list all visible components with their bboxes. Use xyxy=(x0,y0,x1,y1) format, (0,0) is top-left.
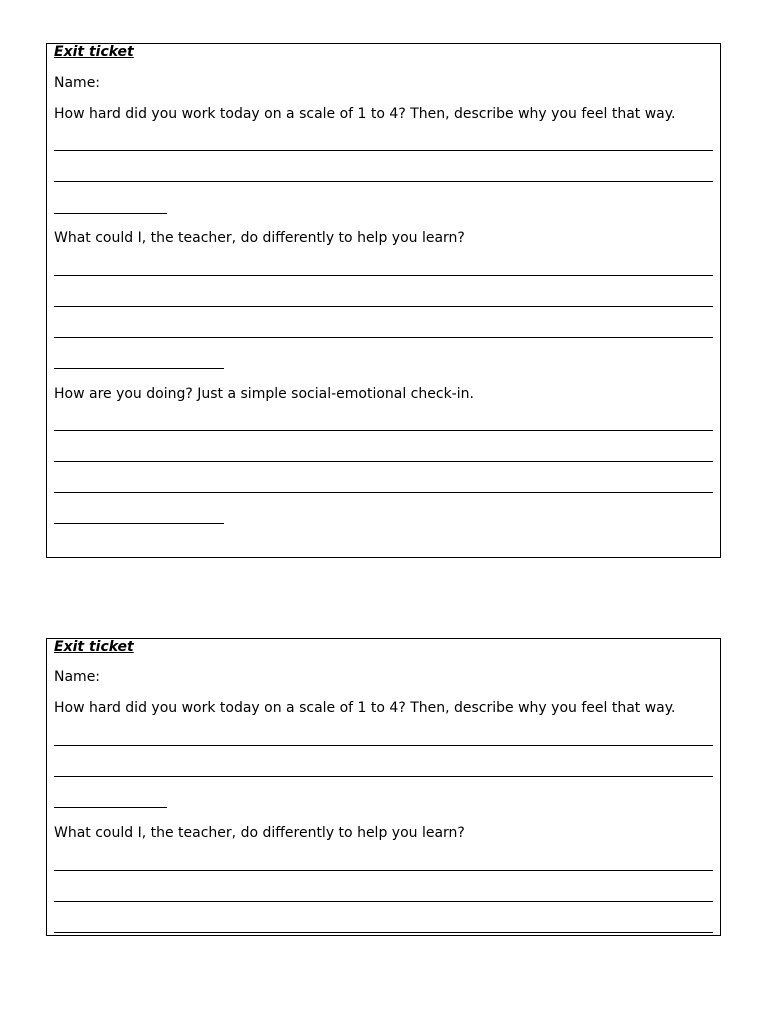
answer-line[interactable] xyxy=(54,492,713,493)
answer-line[interactable] xyxy=(54,275,713,276)
question-teacher: What could I, the teacher, do differently to help you learn? xyxy=(54,230,465,246)
answer-line[interactable] xyxy=(54,181,713,182)
name-label: Name: xyxy=(54,75,101,91)
name-label: Name: xyxy=(54,669,101,685)
answer-line[interactable] xyxy=(54,150,713,151)
question-checkin: How are you doing? Just a simple social-emotional check-in. xyxy=(54,386,474,402)
answer-line[interactable] xyxy=(54,870,713,871)
question-effort: How hard did you work today on a scale of 1 to 4? Then, describe why you feel that way. xyxy=(54,700,676,716)
exit-ticket-2 xyxy=(46,638,721,936)
exit-ticket-1 xyxy=(46,43,721,558)
answer-line[interactable] xyxy=(54,807,167,808)
ticket-title: Exit ticket xyxy=(54,639,134,655)
question-effort: How hard did you work today on a scale of 1 to 4? Then, describe why you feel that way. xyxy=(54,106,676,122)
answer-line[interactable] xyxy=(54,368,224,369)
ticket-title: Exit ticket xyxy=(54,44,134,60)
answer-line[interactable] xyxy=(54,213,167,214)
answer-line[interactable] xyxy=(54,337,713,338)
answer-line[interactable] xyxy=(54,461,713,462)
answer-line[interactable] xyxy=(54,776,713,777)
answer-line[interactable] xyxy=(54,523,224,524)
answer-line[interactable] xyxy=(54,901,713,902)
answer-line[interactable] xyxy=(54,430,713,431)
answer-line[interactable] xyxy=(54,745,713,746)
question-teacher: What could I, the teacher, do differently to help you learn? xyxy=(54,825,465,841)
answer-line[interactable] xyxy=(54,932,713,933)
answer-line[interactable] xyxy=(54,306,713,307)
